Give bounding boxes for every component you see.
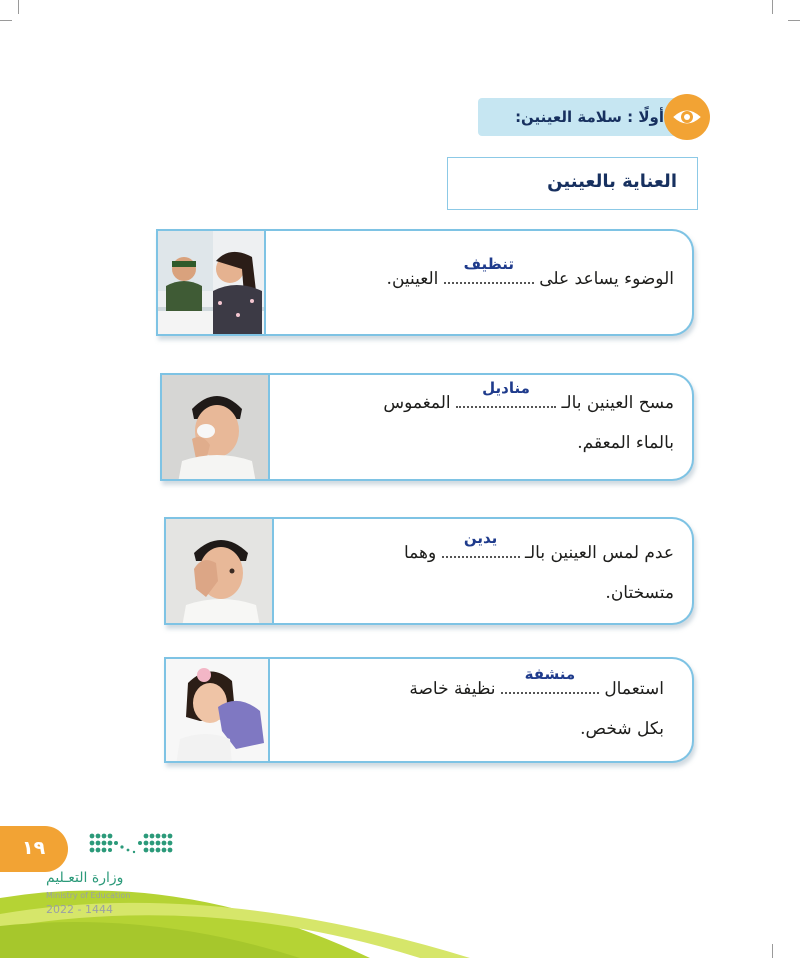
answer-text: تنظيف <box>463 255 514 273</box>
card-text <box>404 529 674 613</box>
ministry-name-arabic: وزارة التعـليم <box>46 870 124 886</box>
answer-blank <box>442 529 520 558</box>
sentence-end: وهما <box>404 543 437 563</box>
photo-children-washing-face <box>156 229 266 336</box>
sentence-line-2: بالماء المعقم. <box>577 433 674 453</box>
page-number: ١٩ <box>22 837 46 859</box>
card-text <box>383 379 674 463</box>
sentence-line-2: متسختان. <box>605 583 674 603</box>
card-text <box>386 255 674 299</box>
sentence-end: العينين. <box>386 269 439 289</box>
photo-girl-with-towel <box>164 657 270 763</box>
sentence-end: نظيفة خاصة <box>409 679 496 699</box>
sentence-line-2: بكل شخص. <box>580 719 664 739</box>
sentence-start: عدم لمس العينين بالـ <box>525 543 674 563</box>
section-title: أولًا : سلامة العينين: <box>515 108 664 126</box>
sentence-start: استعمال <box>604 679 664 699</box>
crop-mark <box>0 20 12 21</box>
ministry-logo-icon <box>88 830 188 866</box>
page-number-tab <box>0 826 68 872</box>
photo-boy-wiping-eye <box>160 373 270 481</box>
eye-icon <box>664 94 710 140</box>
answer-text: منشفة <box>524 665 576 683</box>
card-text <box>409 665 664 749</box>
crop-mark <box>788 20 800 21</box>
ministry-name-english: Ministry of Education <box>46 891 131 900</box>
sentence-start: مسح العينين بالـ <box>561 393 674 413</box>
answer-blank <box>501 665 599 694</box>
sentence-start: الوضوء يساعد على <box>539 269 674 289</box>
answer-text: مناديل <box>482 379 530 397</box>
photo-boy-touching-eye <box>164 517 274 625</box>
sentence-end: المغموس <box>383 393 451 413</box>
section-header <box>478 94 710 140</box>
answer-blank <box>456 379 556 408</box>
crop-mark <box>772 0 773 14</box>
subtitle-box <box>447 157 698 210</box>
crop-mark <box>18 0 19 14</box>
subtitle: العناية بالعينين <box>547 171 677 192</box>
answer-text: يدين <box>463 529 498 547</box>
edition-year: 2022 - 1444 <box>46 903 113 916</box>
answer-blank <box>444 255 534 284</box>
